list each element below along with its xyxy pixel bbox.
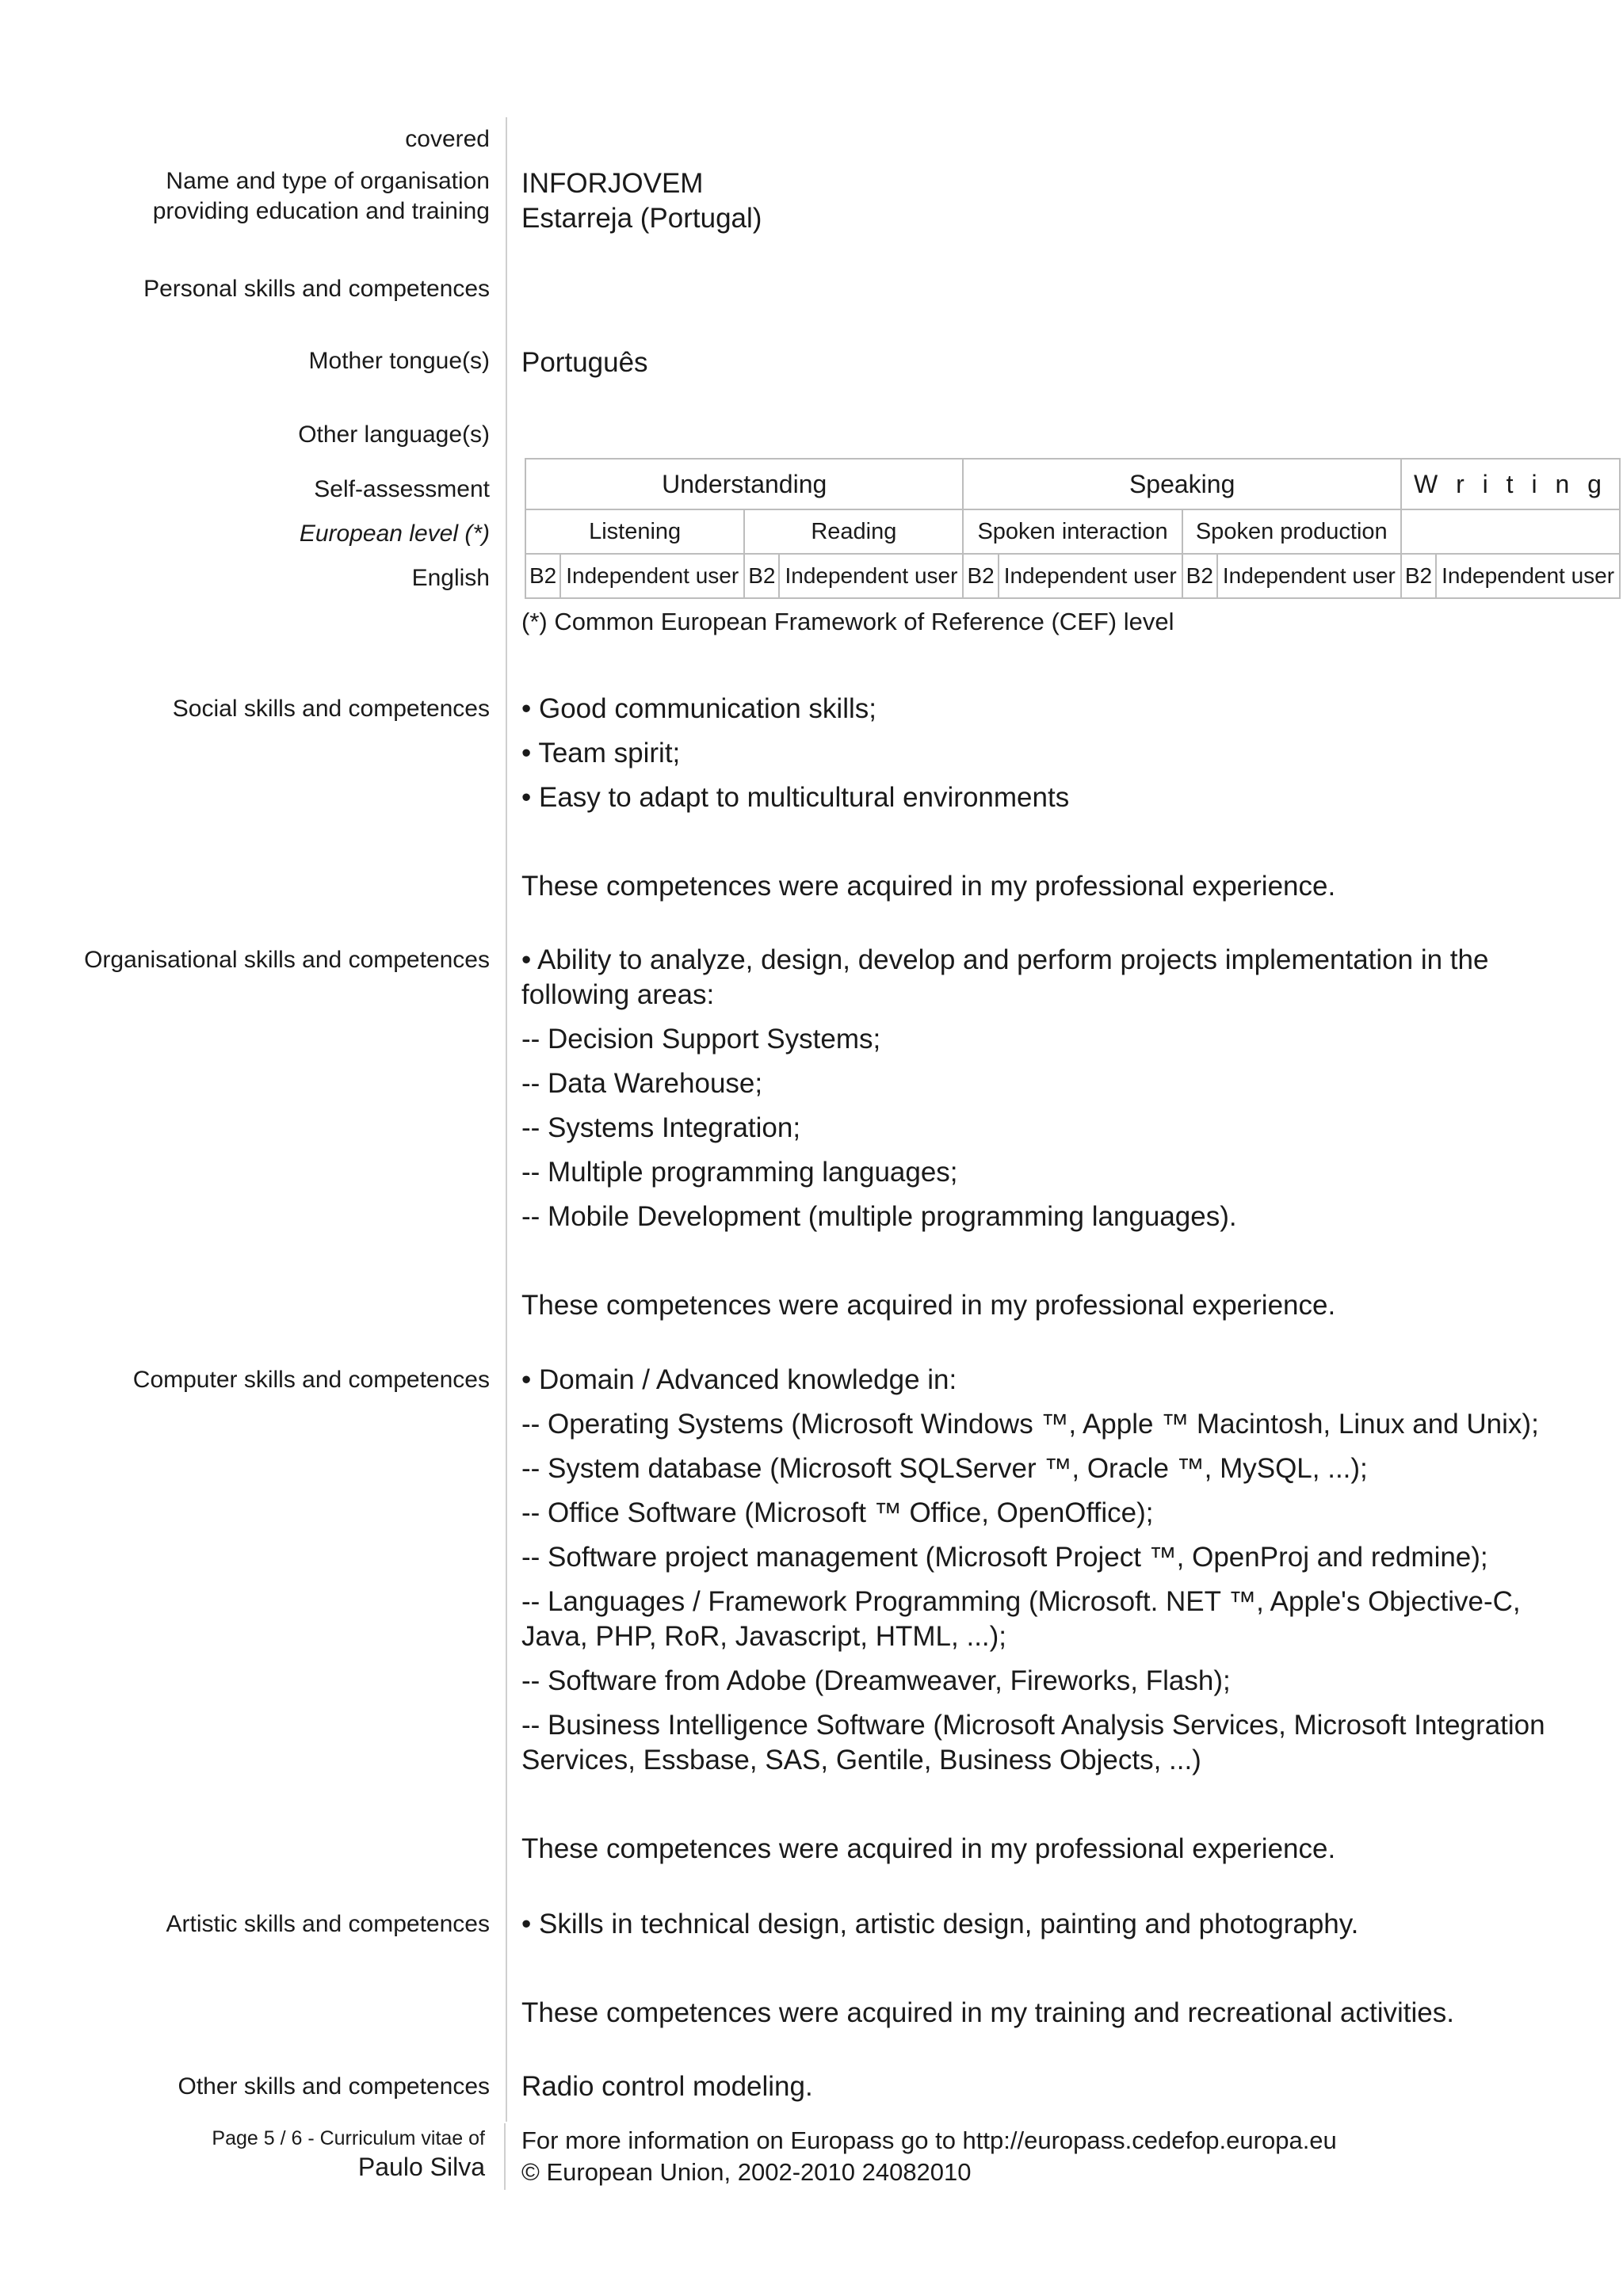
computer-item: -- Languages / Framework Programming (Microsoft. NET ™, Apple's Objective-C, Java, PHP, RoR, Javascript, HTML, ...);	[521, 1586, 1521, 1652]
label-covered: covered	[405, 126, 490, 152]
organisational-item: -- Systems Integration;	[521, 1112, 801, 1143]
english-listening-desc: Independent user	[560, 554, 744, 598]
subheader-writing-empty	[1401, 509, 1620, 554]
footer-europass-link[interactable]: For more information on Europass go to http://europass.cedefop.europa.eu	[521, 2126, 1337, 2154]
label-organisational-skills: Organisational skills and competences	[84, 947, 490, 973]
language-table	[525, 458, 1621, 599]
label-other-languages: Other language(s)	[298, 421, 490, 448]
organisational-item: • Ability to analyze, design, develop and perform projects implementation in the following areas:	[521, 944, 1489, 1010]
organisational-item: -- Data Warehouse;	[521, 1068, 763, 1099]
column-divider	[506, 117, 507, 2122]
header-understanding: Understanding	[525, 459, 963, 509]
artistic-item: • Skills in technical design, artistic design, painting and photography.	[521, 1909, 1359, 1939]
computer-item: -- Software from Adobe (Dreamweaver, Fireworks, Flash);	[521, 1665, 1231, 1696]
computer-item: -- System database (Microsoft SQLServer ™, Oracle ™, MySQL, ...);	[521, 1453, 1368, 1484]
label-organisation-line1: Name and type of organisation	[166, 168, 490, 194]
footer-page-info: Page 5 / 6 - Curriculum vitae of	[212, 2127, 485, 2149]
organisational-skills-block	[521, 943, 1568, 1333]
english-interaction-level: B2	[963, 554, 998, 598]
computer-item: • Domain / Advanced knowledge in:	[521, 1364, 957, 1395]
label-european-level: European level (*)	[299, 521, 490, 547]
organisation-location: Estarreja (Portugal)	[521, 203, 762, 234]
label-other-skills: Other skills and competences	[178, 2073, 490, 2100]
social-item: • Easy to adapt to multicultural environments	[521, 782, 1070, 813]
label-organisation-line2: providing education and training	[152, 198, 490, 224]
organisational-item: -- Decision Support Systems;	[521, 1024, 881, 1055]
subheader-reading: Reading	[744, 509, 963, 554]
english-interaction-desc: Independent user	[999, 554, 1182, 598]
footer-name: Paulo Silva	[357, 2153, 485, 2181]
label-computer-skills: Computer skills and competences	[132, 1367, 490, 1393]
subheader-spoken-interaction: Spoken interaction	[963, 509, 1182, 554]
english-production-desc: Independent user	[1217, 554, 1401, 598]
social-item: • Good communication skills;	[521, 693, 876, 724]
organisational-note: These competences were acquired in my professional experience.	[521, 1290, 1336, 1321]
other-skills-value: Radio control modeling.	[521, 2071, 813, 2102]
computer-item: -- Software project management (Microsoft Project ™, OpenProj and redmine);	[521, 1542, 1488, 1573]
computer-item: -- Office Software (Microsoft ™ Office, OpenOffice);	[521, 1497, 1154, 1528]
computer-item: -- Operating Systems (Microsoft Windows ™, Apple ™ Macintosh, Linux and Unix);	[521, 1409, 1539, 1440]
header-writing: W r i t i n g	[1401, 459, 1620, 509]
artistic-note: These competences were acquired in my training and recreational activities.	[521, 1997, 1454, 2028]
label-organisation	[153, 166, 490, 227]
footer-copyright: © European Union, 2002-2010 24082010	[521, 2158, 972, 2186]
organisational-item: -- Mobile Development (multiple programming languages).	[521, 1201, 1237, 1232]
footer-page-info-block	[212, 2125, 485, 2183]
language-table-header-row	[525, 459, 1620, 509]
organisation-block	[521, 166, 1568, 236]
english-writing-level: B2	[1401, 554, 1436, 598]
label-personal-skills: Personal skills and competences	[143, 276, 490, 302]
english-writing-desc: Independent user	[1436, 554, 1620, 598]
label-artistic-skills: Artistic skills and competences	[166, 1911, 490, 1937]
label-social-skills: Social skills and competences	[172, 696, 490, 722]
organisational-item: -- Multiple programming languages;	[521, 1157, 958, 1188]
subheader-spoken-production: Spoken production	[1182, 509, 1401, 554]
artistic-skills-block	[521, 1907, 1568, 2040]
mother-tongue-value: Português	[521, 347, 648, 378]
social-skills-block	[521, 692, 1568, 913]
language-table-english-row	[525, 554, 1620, 598]
computer-item: -- Business Intelligence Software (Microsoft Analysis Services, Microsoft Integration Services, Essbase, SAS, Gentile, Business Objects, ...)	[521, 1710, 1545, 1775]
language-table-subheader-row	[525, 509, 1620, 554]
social-item: • Team spirit;	[521, 738, 681, 769]
english-listening-level: B2	[525, 554, 560, 598]
label-mother-tongue: Mother tongue(s)	[308, 348, 490, 374]
footer-divider	[504, 2123, 506, 2190]
english-reading-level: B2	[744, 554, 779, 598]
label-english: English	[411, 565, 490, 591]
label-self-assessment: Self-assessment	[314, 476, 490, 502]
header-speaking: Speaking	[963, 459, 1400, 509]
computer-skills-block	[521, 1363, 1568, 1876]
footer-info-block	[521, 2125, 1337, 2188]
computer-note: These competences were acquired in my professional experience.	[521, 1833, 1336, 1864]
subheader-listening: Listening	[525, 509, 744, 554]
english-production-level: B2	[1182, 554, 1217, 598]
social-note: These competences were acquired in my professional experience.	[521, 871, 1336, 902]
english-reading-desc: Independent user	[779, 554, 963, 598]
organisation-name: INFORJOVEM	[521, 168, 704, 199]
cef-note: (*) Common European Framework of Reference (CEF) level	[521, 608, 1174, 635]
